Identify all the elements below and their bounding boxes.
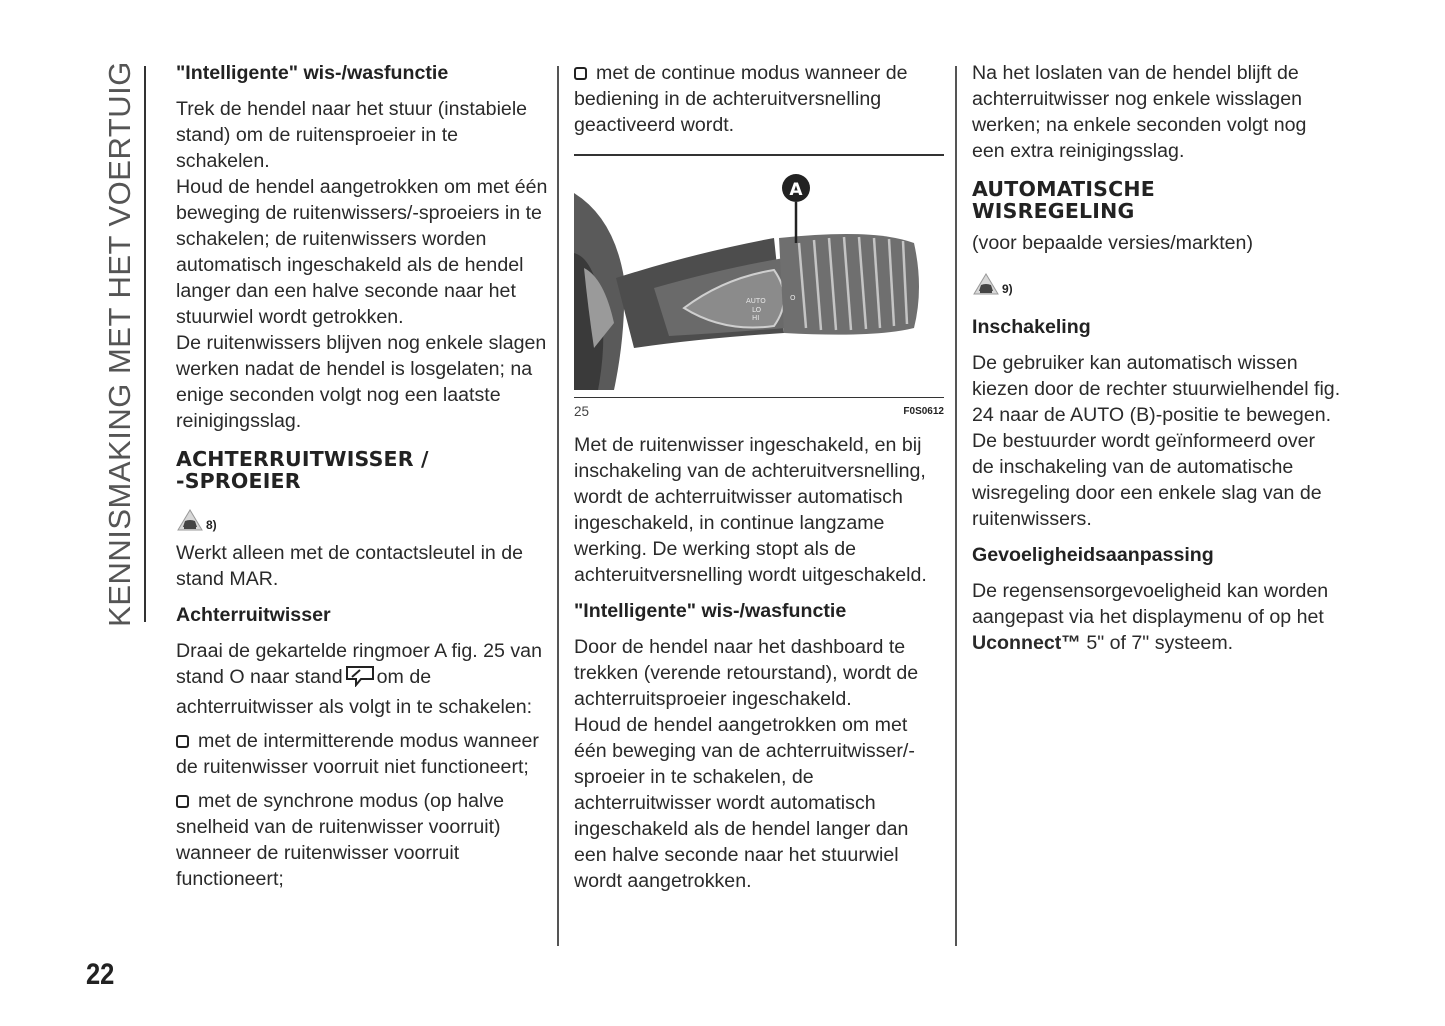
bullet-text: met de synchrone modus (op halve snelheid van de ruitenwisser voorruit) wanneer de ruitenwisser voorruit functioneert;	[176, 790, 505, 890]
figure-code: F0S0612	[903, 406, 944, 417]
subheading-sensitivity: Gevoeligheidsaanpassing	[972, 544, 1214, 566]
section-heading-line: AUTOMATISCHE	[972, 177, 1155, 201]
lever-mark-lo: LO	[752, 305, 762, 314]
section-heading-rear-wiper	[176, 448, 548, 492]
text-run: om de achterruitwisser als volgt in te schakelen:	[176, 666, 533, 718]
column-divider	[955, 66, 957, 946]
section-heading-auto-wiping	[972, 178, 1342, 222]
paragraph: Werkt alleen met de contactsleutel in de stand MAR.	[176, 542, 524, 590]
paragraph: Na het loslaten van de hendel blijft de achterruitwisser nog enkele wisslagen werken; na enkele seconden volgt nog een extra reinigingsslag.	[972, 62, 1307, 162]
rear-wiper-icon	[345, 665, 375, 694]
callout-a: A	[789, 179, 803, 200]
warning-ref-number: 9)	[1002, 282, 1013, 296]
bullet-text: met de continue modus wanneer de bediening in de achteruitversnelling geactiveerd wordt.	[574, 62, 908, 136]
lever-mark-auto: AUTO	[746, 296, 766, 305]
warning-car-icon	[972, 272, 1000, 296]
subheading-activation: Inschakeling	[972, 316, 1091, 338]
bullet-synchronous	[176, 788, 548, 892]
warning-ref-number: 8)	[206, 518, 217, 532]
figure-top-rule	[574, 154, 944, 156]
uconnect-brand: Uconnect™	[972, 632, 1081, 654]
subheading-intelligent-wash-rear: "Intelligente" wis-/wasfunctie	[574, 600, 847, 622]
side-chapter-title	[102, 61, 138, 627]
side-divider	[144, 66, 146, 622]
section-heading-line: -SPROEIER	[176, 469, 301, 493]
section-heading-line: ACHTERRUITWISSER /	[176, 447, 429, 471]
bullet-continuous	[574, 60, 944, 138]
column-divider	[557, 66, 559, 946]
figure-25	[574, 154, 944, 422]
side-chapter-title-text: KENNISMAKING MET HET VOERTUIG	[102, 61, 137, 627]
text-run: De regensensorgevoeligheid kan worden aangepast via het displaymenu of op het	[972, 580, 1329, 628]
warning-car-icon	[176, 508, 204, 532]
page-number: 22	[86, 958, 115, 991]
subheading-rear-wiper: Achterruitwisser	[176, 604, 331, 626]
paragraph: Houd de hendel aangetrokken om met één beweging de ruitenwissers/-sproeiers in te schakelen; de ruitenwissers worden automatisch ingeschakeld als de hendel langer dan een halve seconde naar het stuurwiel wordt getrokken.	[176, 176, 548, 328]
subheading-intelligent-wash: "Intelligente" wis-/wasfunctie	[176, 62, 449, 84]
paragraph: Houd de hendel aangetrokken om met één beweging van de achterruitwisser/-sproeier in te schakelen, de achterruitwisser wordt automatisch ingeschakeld als de hendel langer dan een halve seconde naar het stuurwiel wordt aangetrokken.	[574, 714, 915, 892]
figure-number: 25	[574, 404, 590, 419]
lever-mark-hi: HI	[752, 313, 760, 322]
warning-reference	[176, 502, 548, 532]
bullet-marker-icon	[176, 795, 189, 808]
column-1	[176, 60, 548, 892]
column-3	[972, 60, 1342, 656]
paragraph: De ruitenwissers blijven nog enkele slagen werken nadat de hendel is losgelaten; na enige seconden volgt nog een laatste reinigingsslag.	[176, 332, 547, 432]
paragraph: Door de hendel naar het dashboard te trekken (verende retourstand), wordt de achterruitsproeier ingeschakeld.	[574, 636, 919, 710]
wiper-lever-illustration	[574, 158, 930, 390]
text-run: 5" of 7" systeem.	[1086, 632, 1234, 654]
bullet-marker-icon	[574, 67, 587, 80]
paragraph: Trek de hendel naar het stuur (instabiele stand) om de ruitensproeier in te schakelen.	[176, 98, 528, 172]
paragraph-versions: (voor bepaalde versies/markten)	[972, 232, 1253, 254]
figure-bottom-rule	[574, 397, 944, 399]
text-run: Draai de gekartelde ringmoer A fig. 25 van stand O naar stand	[176, 640, 542, 688]
bullet-marker-icon	[176, 735, 189, 748]
paragraph-ring-nut	[176, 638, 548, 720]
paragraph: Met de ruitenwisser ingeschakeld, en bij inschakeling van de achteruitversnelling, wordt de achterruitwisser automatisch ingeschakeld, in continue langzame werking. De werking stopt als de achteruitversnelling wordt uitgeschakeld.	[574, 434, 927, 586]
paragraph: De gebruiker kan automatisch wissen kiezen door de rechter stuurwielhendel fig. 24 naar de AUTO (B)-positie te bewegen. De bestuurder wordt geïnformeerd over de inschakeling van de automatische wisregeling door een enkele slag van de ruitenwissers.	[972, 352, 1341, 530]
warning-reference	[972, 266, 1342, 296]
lever-mark-o: O	[790, 293, 796, 302]
column-2	[574, 60, 944, 894]
figure-caption	[574, 402, 944, 422]
bullet-intermittent	[176, 728, 548, 780]
paragraph-sensitivity	[972, 578, 1342, 656]
bullet-text: met de intermitterende modus wanneer de ruitenwisser voorruit niet functioneert;	[176, 730, 539, 778]
section-heading-line: WISREGELING	[972, 199, 1135, 223]
